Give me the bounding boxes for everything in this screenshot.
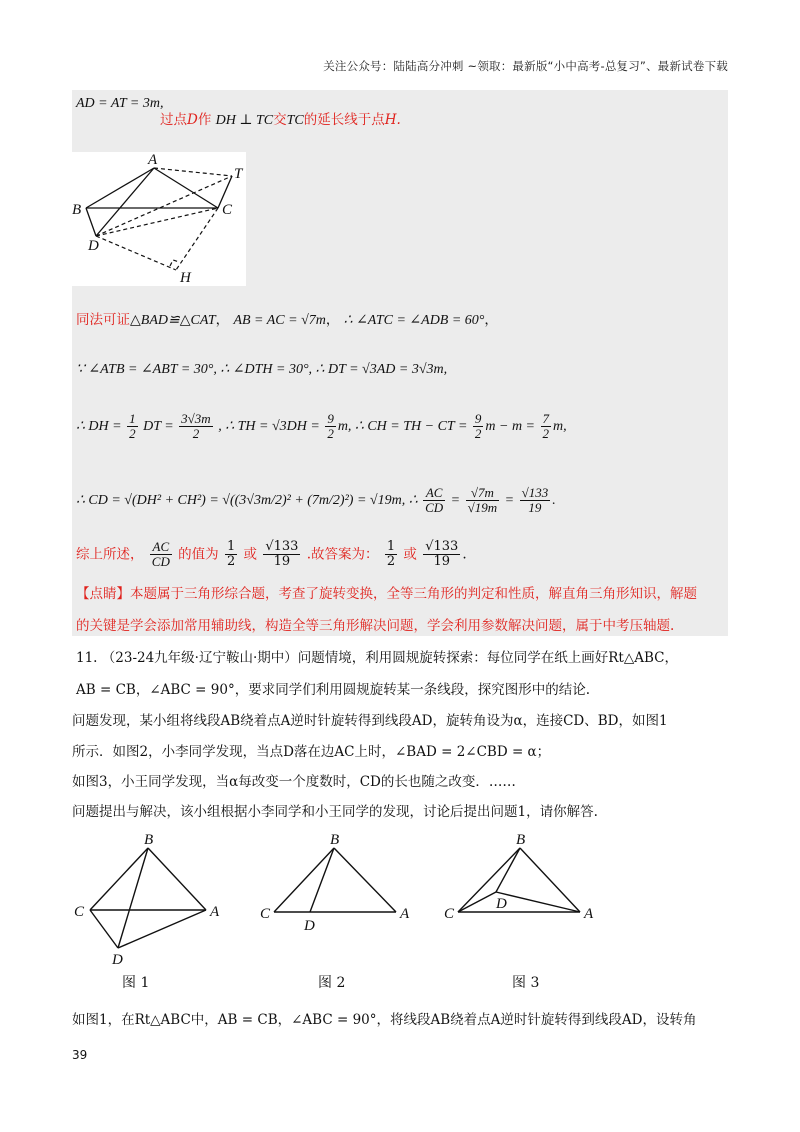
q11-line-7: 如图1，在Rt△ABC中，AB = CB，∠ABC = 90°，将线段AB绕着点A逆时针旋转得到线段AD，设转角	[72, 1012, 697, 1028]
label-A: A	[148, 152, 158, 168]
fig3-label-A: A	[584, 906, 594, 922]
q11-line-1: 11. （23-24九年级·辽宁鞍山·期中）问题情境，利用圆规旋转探索：每位同学在纸上画好Rt△ABC，	[76, 650, 678, 666]
fig1-label-B: B	[144, 832, 154, 848]
label-D: D	[88, 238, 99, 254]
fig2-label-A: A	[400, 906, 410, 922]
fig1-label-D: D	[112, 952, 123, 968]
solution-conclusion: 综上所述， $\frac{AC}{CD}$ 的值为 $\frac{1}{2}$ 或 $\frac{√133}{19}$ .故答案为： $\frac{1}{2}$ 或 $\frac{√133}{19}$ .	[76, 539, 467, 570]
fig2-label-B: B	[330, 832, 340, 848]
solution-line-4: ∵ ∠ATB = ∠ABT = 30°, ∴ ∠DTH = 30°, ∴ DT = √3AD = 3√3m,	[76, 362, 448, 377]
fig3-label-D: D	[496, 896, 507, 912]
fig2-label-D: D	[304, 918, 315, 934]
label-B: B	[72, 202, 82, 218]
fig1-label-A: A	[210, 904, 220, 920]
solution-diagram	[72, 152, 246, 286]
caption-fig1: 图 1	[122, 975, 150, 991]
page-number: 39	[72, 1048, 88, 1062]
fig3-label-C: C	[444, 906, 455, 922]
caption-fig3: 图 3	[512, 975, 540, 991]
solution-line-3: 同法可证△BAD≌△CAT， AB = AC = √7m， ∴ ∠ATC = ∠ADB = 60°，	[76, 312, 498, 328]
solution-line-5: ∴ DH = $\frac{1}{2}$ DT = $\frac{3√3m}{2}$ , ∴ TH = √3DH = $\frac{9}{2}$ m, ∴ CH = TH − CT = $\frac{9}{2}$ m − m = $\frac{7}{2}$ m,	[76, 411, 567, 442]
q11-line-6: 问题提出与解决，该小组根据小李同学和小王同学的发现，讨论后提出问题1，请你解答.	[72, 804, 598, 820]
fig3-label-B: B	[516, 832, 526, 848]
page-header: 关注公众号：陆陆高分冲刺 ~领取：最新版“小中高考-总复习”、最新试卷下载	[323, 59, 728, 73]
solution-figure	[72, 152, 246, 286]
q11-line-4: 所示．如图2，小李同学发现，当点D落在边AC上时，∠BAD = 2∠CBD = α；	[72, 744, 551, 760]
q11-line-2: AB = CB，∠ABC = 90°，要求同学们利用圆规旋转某一条线段，探究图形中的结论.	[76, 682, 590, 698]
label-C: C	[222, 202, 233, 218]
solution-line-6: ∴ CD = √(DH² + CH²) = √((3√3m/2)² + (7m/2)²) = √19m, ∴ $\frac{AC}{CD}$ = $\frac{√7m}{√19m}$ = $\frac{√133}{19}$ .	[76, 485, 556, 516]
q11-figures	[60, 832, 620, 976]
label-T: T	[234, 166, 243, 182]
fig2-label-C: C	[260, 906, 271, 922]
key-point-line-1: 【点睛】本题属于三角形综合题，考查了旋转变换，全等三角形的判定和性质，解直角三角形知识，解题	[76, 586, 697, 602]
q11-line-5: 如图3，小王同学发现，当α每改变一个度数时，CD的长也随之改变．……	[72, 774, 516, 790]
caption-fig2: 图 2	[318, 975, 346, 991]
solution-line-2: 过点D作 DH ⊥ TC交TC的延长线于点H.	[160, 112, 401, 128]
solution-line-1: AD = AT = 3m,	[76, 96, 164, 111]
fig1-label-C: C	[74, 904, 85, 920]
label-H: H	[180, 270, 191, 286]
key-point-line-2: 的关键是学会添加常用辅助线，构造全等三角形解决问题，学会利用参数解决问题，属于中考压轴题.	[76, 618, 675, 634]
q11-diagrams	[60, 832, 620, 972]
q11-line-3: 问题发现，某小组将线段AB绕着点A逆时针旋转得到线段AD，旋转角设为α，连接CD、BD，如图1	[72, 713, 668, 729]
